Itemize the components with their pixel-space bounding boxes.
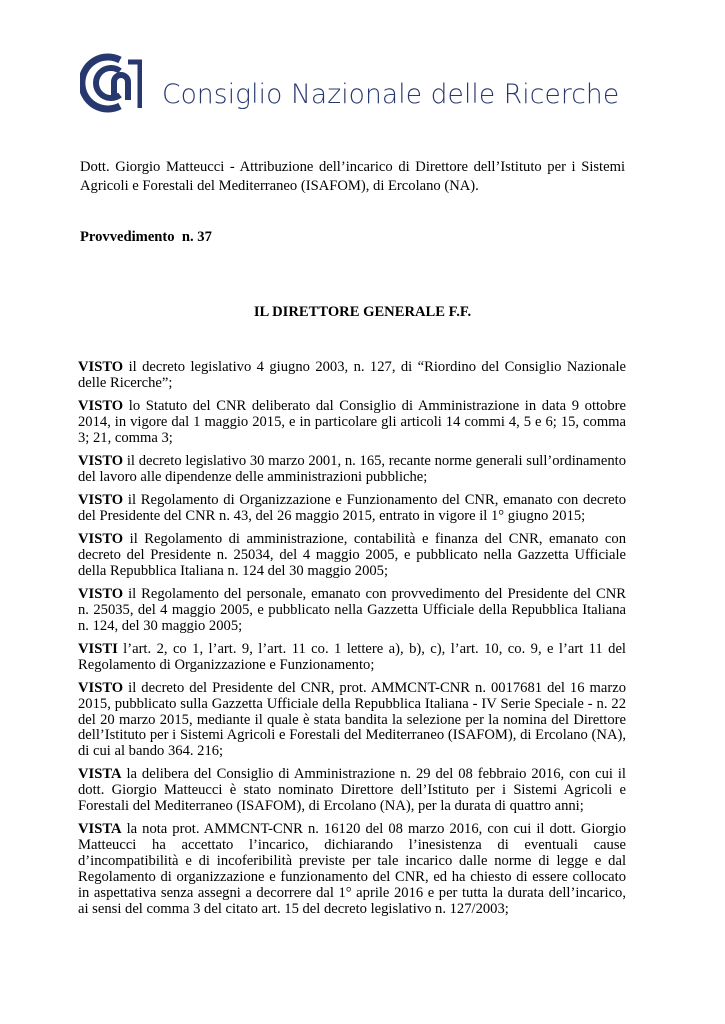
provvedimento-number: Provvedimento n. 37 [80, 229, 212, 245]
organization-name: Consiglio Nazionale delle Ricerche [162, 79, 620, 110]
recital-text: la nota prot. AMMCNT-CNR n. 16120 del 08 marzo 2016, con cui il dott. Giorgio Matteucci ha accettato l’incarico, dichiarando l’inesistenza di eventuali cause d’incompatibilità e di incoferibilità previste per tale incarico dalle norme di legge e dal Regolamento di organizzazione e funzionamento del CNR, ed ha chiesto di essere collocato in aspettativa senza assegni a decorrere dal 1° aprile 2016 e per tutta la durata dell’incarico, ai sensi del comma 3 del citato art. 15 del decreto legislativo n. 127/2003; [78, 821, 626, 917]
recital-keyword: VISTO [78, 585, 124, 602]
recital-text: il Regolamento di amministrazione, contabilità e finanza del CNR, emanato con decreto del Presidente n. 25034, del 4 maggio 2005, e pubblicato nella Gazzetta Ufficiale della Repubblica Italiana n. 124 del 30 maggio 2005; [78, 530, 626, 579]
recital-keyword: VISTI [78, 640, 118, 657]
recital-text: il Regolamento del personale, emanato con provvedimento del Presidente del CNR n. 25035, del 4 maggio 2005, e pubblicato nella Gazzetta Ufficiale della Repubblica Italiana n. 124, del 30 maggio 2005; [78, 585, 626, 634]
recital-paragraph [78, 822, 626, 917]
recital-keyword: VISTO [78, 452, 124, 469]
recital-paragraph [78, 493, 626, 525]
recital-text: il decreto legislativo 30 marzo 2001, n. 165, recante norme generali sull’ordinamento del lavoro alle dipendenze delle amministrazioni pubbliche; [78, 452, 626, 485]
recital-keyword: VISTO [78, 398, 124, 414]
recital-text: il decreto legislativo 4 giugno 2003, n. 127, di “Riordino del Consiglio Nazionale delle Ricerche”; [78, 359, 626, 391]
recital-paragraph [78, 587, 626, 635]
recital-paragraph [78, 532, 626, 580]
recital-text: lo Statuto del CNR deliberato dal Consiglio di Amministrazione in data 9 ottobre 2014, in vigore dal 1 maggio 2015, e in particolare gli articoli 14 commi 4, 5 e 6; 15, comma 3; 21, comma 3; [78, 398, 626, 446]
recital-paragraph [78, 681, 626, 761]
recital-text: il decreto del Presidente del CNR, prot. AMMCNT-CNR n. 0017681 del 16 marzo 2015, pubblicato sulla Gazzetta Ufficiale della Repubblica Italiana - IV Serie Speciale - n. 22 del 20 marzo 2015, mediante il quale è stata bandita la selezione per la nomina del Direttore dell’Istituto per i Sistemi Agricoli e Forestali del Mediterraneo (ISAFOM), di Ercolano (NA), di cui al bando 364. 216; [78, 679, 626, 760]
document-body [78, 360, 626, 925]
recital-paragraph [78, 399, 626, 447]
letterhead [80, 52, 640, 118]
recital-paragraph [78, 360, 626, 392]
recital-keyword: VISTO [78, 359, 124, 375]
recital-keyword: VISTA [78, 821, 122, 838]
recital-text: l’art. 2, co 1, l’art. 9, l’art. 11 co. 1 lettere a), b), c), l’art. 10, co. 9, e l’art 11 del Regolamento di Organizzazione e Funzionamento; [78, 640, 626, 673]
recital-paragraph [78, 642, 626, 674]
recital-paragraph [78, 454, 626, 486]
document-subject: Dott. Giorgio Matteucci - Attribuzione dell’incarico di Direttore dell’Istituto per i Sistemi Agricoli e Forestali del Mediterraneo (ISAFOM), di Ercolano (NA). [80, 159, 625, 194]
recital-keyword: VISTO [78, 491, 124, 508]
cnr-logo-icon [80, 52, 142, 114]
document-title: IL DIRETTORE GENERALE F.F. [253, 304, 472, 320]
recital-text: la delibera del Consiglio di Amministrazione n. 29 del 08 febbraio 2016, con cui il dott. Giorgio Matteucci è stato nominato Direttore dell’Istituto per i Sistemi Agricoli e Forestali del Mediterraneo (ISAFOM), di Ercolano (NA), per la durata di quattro anni; [78, 766, 626, 815]
recital-keyword: VISTO [78, 679, 124, 696]
recital-paragraph [78, 767, 626, 815]
recital-keyword: VISTO [78, 530, 124, 547]
recital-keyword: VISTA [78, 766, 122, 783]
recital-text: il Regolamento di Organizzazione e Funzionamento del CNR, emanato con decreto del Presidente del CNR n. 43, del 26 maggio 2015, entrato in vigore il 1° giugno 2015; [78, 491, 626, 524]
